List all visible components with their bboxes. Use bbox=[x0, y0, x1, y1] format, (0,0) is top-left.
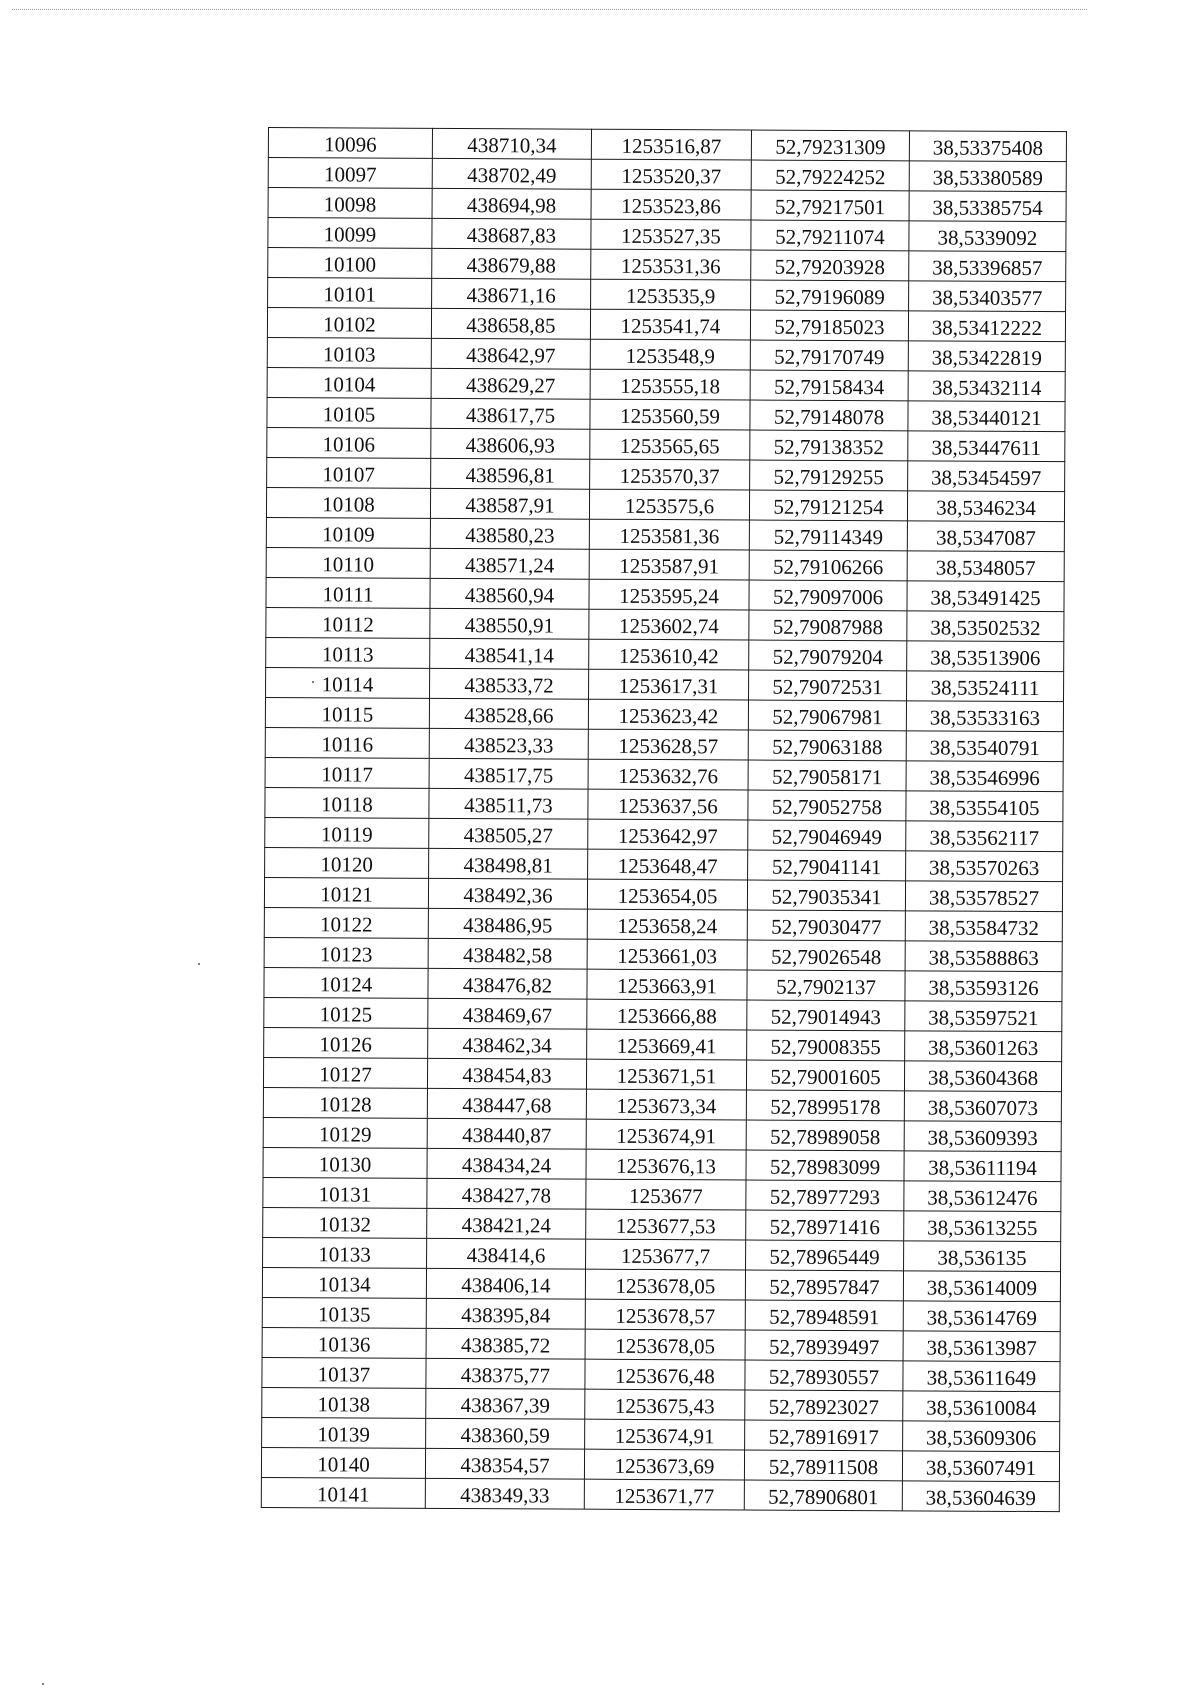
table-row bbox=[265, 787, 1063, 821]
x-coordinate-cell: 438414,6 bbox=[427, 1238, 586, 1269]
point-number-cell: 10118 bbox=[265, 787, 429, 818]
y-coordinate-cell: 1253623,42 bbox=[588, 699, 748, 730]
point-number-cell: 10103 bbox=[267, 337, 431, 368]
y-coordinate-cell: 1253632,76 bbox=[588, 759, 748, 790]
longitude-cell: 38,5346234 bbox=[907, 491, 1064, 522]
table-row bbox=[265, 757, 1063, 791]
latitude-cell: 52,79185023 bbox=[750, 310, 908, 341]
table-row bbox=[267, 397, 1065, 431]
y-coordinate-cell: 1253516,87 bbox=[591, 129, 751, 160]
longitude-cell: 38,53513906 bbox=[907, 641, 1064, 672]
point-number-cell: 10127 bbox=[263, 1057, 427, 1088]
y-coordinate-cell: 1253570,37 bbox=[590, 459, 750, 490]
x-coordinate-cell: 438596,81 bbox=[431, 458, 590, 489]
latitude-cell: 52,79114349 bbox=[749, 520, 907, 551]
longitude-cell: 38,53578527 bbox=[905, 881, 1062, 912]
latitude-cell: 52,79106266 bbox=[749, 550, 907, 581]
table-row bbox=[268, 188, 1066, 222]
point-number-cell: 10126 bbox=[264, 1027, 428, 1058]
x-coordinate-cell: 438571,24 bbox=[430, 548, 589, 579]
table-row bbox=[264, 937, 1062, 971]
table-row bbox=[268, 218, 1066, 252]
latitude-cell: 52,79217501 bbox=[751, 190, 909, 221]
longitude-cell: 38,5347087 bbox=[907, 521, 1064, 552]
longitude-cell: 38,53610084 bbox=[903, 1391, 1060, 1422]
x-coordinate-cell: 438385,72 bbox=[426, 1328, 585, 1359]
table-row bbox=[261, 1447, 1059, 1481]
longitude-cell: 38,53396857 bbox=[909, 251, 1066, 282]
y-coordinate-cell: 1253674,91 bbox=[585, 1419, 745, 1450]
table-row bbox=[262, 1357, 1060, 1391]
point-number-cell: 10124 bbox=[264, 967, 428, 998]
point-number-cell: 10105 bbox=[267, 397, 431, 428]
y-coordinate-cell: 1253602,74 bbox=[589, 609, 749, 640]
x-coordinate-cell: 438587,91 bbox=[430, 488, 589, 519]
latitude-cell: 52,79058171 bbox=[748, 760, 906, 791]
x-coordinate-cell: 438395,84 bbox=[426, 1298, 585, 1329]
table-row bbox=[266, 637, 1064, 671]
latitude-cell: 52,79231309 bbox=[751, 130, 909, 161]
y-coordinate-cell: 1253673,34 bbox=[586, 1089, 746, 1120]
x-coordinate-cell: 438710,34 bbox=[432, 128, 591, 159]
x-coordinate-cell: 438560,94 bbox=[430, 578, 589, 609]
latitude-cell: 52,78977293 bbox=[746, 1180, 904, 1211]
latitude-cell: 52,78965449 bbox=[746, 1240, 904, 1271]
point-number-cell: 10109 bbox=[266, 517, 430, 548]
longitude-cell: 38,53611649 bbox=[903, 1361, 1060, 1392]
point-number-cell: 10135 bbox=[262, 1297, 426, 1328]
point-number-cell: 10111 bbox=[266, 577, 430, 608]
x-coordinate-cell: 438498,81 bbox=[429, 848, 588, 879]
latitude-cell: 52,79121254 bbox=[749, 490, 907, 521]
longitude-cell: 38,53440121 bbox=[908, 401, 1065, 432]
x-coordinate-cell: 438580,23 bbox=[430, 518, 589, 549]
longitude-cell: 38,53607491 bbox=[902, 1451, 1059, 1482]
point-number-cell: 10121 bbox=[264, 877, 428, 908]
x-coordinate-cell: 438349,33 bbox=[425, 1478, 584, 1509]
point-number-cell: 10130 bbox=[263, 1147, 427, 1178]
point-number-cell: 10136 bbox=[262, 1327, 426, 1358]
latitude-cell: 52,79052758 bbox=[748, 790, 906, 821]
longitude-cell: 38,53432114 bbox=[908, 371, 1065, 402]
point-number-cell: 10116 bbox=[265, 727, 429, 758]
y-coordinate-cell: 1253575,6 bbox=[589, 489, 749, 520]
point-number-cell: 10117 bbox=[265, 757, 429, 788]
table-row bbox=[266, 577, 1064, 611]
y-coordinate-cell: 1253527,35 bbox=[591, 219, 751, 250]
x-coordinate-cell: 438511,73 bbox=[429, 788, 588, 819]
x-coordinate-cell: 438629,27 bbox=[431, 368, 590, 399]
scan-speck bbox=[198, 963, 200, 965]
scan-edge-line bbox=[12, 9, 1087, 10]
latitude-cell: 52,79203928 bbox=[751, 250, 909, 281]
point-number-cell: 10131 bbox=[263, 1177, 427, 1208]
table-row bbox=[264, 907, 1062, 941]
table-row bbox=[264, 877, 1062, 911]
longitude-cell: 38,53502532 bbox=[907, 611, 1064, 642]
point-number-cell: 10097 bbox=[268, 158, 432, 189]
table-row bbox=[268, 128, 1066, 162]
longitude-cell: 38,536135 bbox=[904, 1241, 1061, 1272]
latitude-cell: 52,78916917 bbox=[745, 1420, 903, 1451]
latitude-cell: 52,79035341 bbox=[747, 880, 905, 911]
latitude-cell: 52,79041141 bbox=[748, 850, 906, 881]
table-row bbox=[265, 727, 1063, 761]
longitude-cell: 38,5339092 bbox=[909, 221, 1066, 252]
y-coordinate-cell: 1253560,59 bbox=[590, 399, 750, 430]
point-number-cell: 10101 bbox=[268, 278, 432, 309]
coordinates-table-body bbox=[261, 128, 1066, 1512]
point-number-cell: 10096 bbox=[268, 128, 432, 159]
longitude-cell: 38,53613255 bbox=[904, 1211, 1061, 1242]
longitude-cell: 38,53614009 bbox=[903, 1271, 1060, 1302]
latitude-cell: 52,78948591 bbox=[745, 1300, 903, 1331]
point-number-cell: 10134 bbox=[262, 1267, 426, 1298]
point-number-cell: 10107 bbox=[267, 457, 431, 488]
table-row bbox=[267, 427, 1065, 461]
point-number-cell: 10110 bbox=[266, 547, 430, 578]
latitude-cell: 52,7902137 bbox=[747, 970, 905, 1001]
y-coordinate-cell: 1253520,37 bbox=[591, 159, 751, 190]
table-row bbox=[262, 1327, 1060, 1361]
x-coordinate-cell: 438517,75 bbox=[429, 758, 588, 789]
longitude-cell: 38,53609306 bbox=[903, 1421, 1060, 1452]
latitude-cell: 52,79046949 bbox=[748, 820, 906, 851]
y-coordinate-cell: 1253610,42 bbox=[589, 639, 749, 670]
longitude-cell: 38,53614769 bbox=[903, 1301, 1060, 1332]
y-coordinate-cell: 1253628,57 bbox=[588, 729, 748, 760]
y-coordinate-cell: 1253669,41 bbox=[587, 1029, 747, 1060]
y-coordinate-cell: 1253642,97 bbox=[588, 819, 748, 850]
longitude-cell: 38,53613987 bbox=[903, 1331, 1060, 1362]
point-number-cell: 10140 bbox=[261, 1447, 425, 1478]
point-number-cell: 10128 bbox=[263, 1087, 427, 1118]
table-row bbox=[268, 278, 1066, 312]
table-row bbox=[264, 967, 1062, 1001]
x-coordinate-cell: 438642,97 bbox=[431, 338, 590, 369]
y-coordinate-cell: 1253677 bbox=[586, 1179, 746, 1210]
longitude-cell: 38,53412222 bbox=[908, 311, 1065, 342]
y-coordinate-cell: 1253677,53 bbox=[586, 1209, 746, 1240]
longitude-cell: 38,53524111 bbox=[907, 671, 1064, 702]
latitude-cell: 52,78989058 bbox=[746, 1120, 904, 1151]
latitude-cell: 52,79087988 bbox=[749, 610, 907, 641]
y-coordinate-cell: 1253663,91 bbox=[587, 969, 747, 1000]
latitude-cell: 52,79026548 bbox=[747, 940, 905, 971]
point-number-cell: 10120 bbox=[265, 847, 429, 878]
table-row bbox=[263, 1087, 1061, 1121]
table-row bbox=[267, 457, 1065, 491]
x-coordinate-cell: 438421,24 bbox=[427, 1208, 586, 1239]
y-coordinate-cell: 1253676,48 bbox=[585, 1359, 745, 1390]
y-coordinate-cell: 1253565,65 bbox=[590, 429, 750, 460]
y-coordinate-cell: 1253531,36 bbox=[591, 249, 751, 280]
table-row bbox=[262, 1417, 1060, 1451]
latitude-cell: 52,79014943 bbox=[747, 1000, 905, 1031]
latitude-cell: 52,78971416 bbox=[746, 1210, 904, 1241]
x-coordinate-cell: 438550,91 bbox=[430, 608, 589, 639]
latitude-cell: 52,79030477 bbox=[747, 910, 905, 941]
y-coordinate-cell: 1253658,24 bbox=[587, 909, 747, 940]
point-number-cell: 10100 bbox=[268, 248, 432, 279]
y-coordinate-cell: 1253666,88 bbox=[587, 999, 747, 1030]
point-number-cell: 10125 bbox=[264, 997, 428, 1028]
point-number-cell: 10141 bbox=[261, 1477, 425, 1508]
longitude-cell: 38,53385754 bbox=[909, 191, 1066, 222]
latitude-cell: 52,78906801 bbox=[744, 1480, 902, 1511]
latitude-cell: 52,79138352 bbox=[750, 430, 908, 461]
latitude-cell: 52,79158434 bbox=[750, 370, 908, 401]
point-number-cell: 10129 bbox=[263, 1117, 427, 1148]
y-coordinate-cell: 1253671,51 bbox=[586, 1059, 746, 1090]
table-row bbox=[263, 1207, 1061, 1241]
point-number-cell: 10119 bbox=[265, 817, 429, 848]
point-number-cell: 10137 bbox=[262, 1357, 426, 1388]
y-coordinate-cell: 1253678,57 bbox=[585, 1299, 745, 1330]
table-row bbox=[266, 667, 1064, 701]
y-coordinate-cell: 1253555,18 bbox=[590, 369, 750, 400]
x-coordinate-cell: 438617,75 bbox=[431, 398, 590, 429]
table-row bbox=[266, 607, 1064, 641]
y-coordinate-cell: 1253617,31 bbox=[589, 669, 749, 700]
x-coordinate-cell: 438354,57 bbox=[425, 1448, 584, 1479]
longitude-cell: 38,53447611 bbox=[908, 431, 1065, 462]
x-coordinate-cell: 438375,77 bbox=[426, 1358, 585, 1389]
x-coordinate-cell: 438427,78 bbox=[427, 1178, 586, 1209]
longitude-cell: 38,53609393 bbox=[904, 1121, 1061, 1152]
y-coordinate-cell: 1253678,05 bbox=[585, 1329, 745, 1360]
latitude-cell: 52,78983099 bbox=[746, 1150, 904, 1181]
x-coordinate-cell: 438658,85 bbox=[431, 308, 590, 339]
latitude-cell: 52,78930557 bbox=[745, 1360, 903, 1391]
x-coordinate-cell: 438492,36 bbox=[428, 878, 587, 909]
x-coordinate-cell: 438440,87 bbox=[427, 1118, 586, 1149]
point-number-cell: 10106 bbox=[267, 427, 431, 458]
longitude-cell: 38,53540791 bbox=[906, 731, 1063, 762]
latitude-cell: 52,79097006 bbox=[749, 580, 907, 611]
point-number-cell: 10108 bbox=[266, 487, 430, 518]
table-row bbox=[263, 1177, 1061, 1211]
latitude-cell: 52,79148078 bbox=[750, 400, 908, 431]
latitude-cell: 52,79001605 bbox=[746, 1060, 904, 1091]
x-coordinate-cell: 438533,72 bbox=[430, 668, 589, 699]
x-coordinate-cell: 438367,39 bbox=[426, 1388, 585, 1419]
y-coordinate-cell: 1253671,77 bbox=[584, 1479, 744, 1510]
longitude-cell: 38,53554105 bbox=[906, 791, 1063, 822]
x-coordinate-cell: 438528,66 bbox=[429, 698, 588, 729]
y-coordinate-cell: 1253637,56 bbox=[588, 789, 748, 820]
y-coordinate-cell: 1253648,47 bbox=[588, 849, 748, 880]
latitude-cell: 52,78957847 bbox=[745, 1270, 903, 1301]
table-row bbox=[263, 1117, 1061, 1151]
latitude-cell: 52,79224252 bbox=[751, 160, 909, 191]
x-coordinate-cell: 438523,33 bbox=[429, 728, 588, 759]
table-row bbox=[264, 1027, 1062, 1061]
table-row bbox=[267, 308, 1065, 342]
latitude-cell: 52,79196089 bbox=[751, 280, 909, 311]
x-coordinate-cell: 438434,24 bbox=[427, 1148, 586, 1179]
x-coordinate-cell: 438406,14 bbox=[426, 1268, 585, 1299]
table-row bbox=[267, 337, 1065, 371]
table-row bbox=[265, 817, 1063, 851]
point-number-cell: 10123 bbox=[264, 937, 428, 968]
x-coordinate-cell: 438454,83 bbox=[427, 1058, 586, 1089]
x-coordinate-cell: 438486,95 bbox=[428, 908, 587, 939]
x-coordinate-cell: 438541,14 bbox=[430, 638, 589, 669]
longitude-cell: 38,53533163 bbox=[906, 701, 1063, 732]
y-coordinate-cell: 1253654,05 bbox=[587, 879, 747, 910]
x-coordinate-cell: 438447,68 bbox=[427, 1088, 586, 1119]
latitude-cell: 52,78995178 bbox=[746, 1090, 904, 1121]
x-coordinate-cell: 438360,59 bbox=[426, 1418, 585, 1449]
longitude-cell: 38,53612476 bbox=[904, 1181, 1061, 1212]
point-number-cell: 10098 bbox=[268, 188, 432, 219]
y-coordinate-cell: 1253674,91 bbox=[586, 1119, 746, 1150]
longitude-cell: 38,53562117 bbox=[906, 821, 1063, 852]
latitude-cell: 52,79067981 bbox=[748, 700, 906, 731]
table-row bbox=[266, 487, 1064, 521]
table-row bbox=[267, 367, 1065, 401]
table-row bbox=[263, 1147, 1061, 1181]
longitude-cell: 38,53611194 bbox=[904, 1151, 1061, 1182]
latitude-cell: 52,79063188 bbox=[748, 730, 906, 761]
x-coordinate-cell: 438482,58 bbox=[428, 938, 587, 969]
table-row bbox=[261, 1477, 1059, 1511]
point-number-cell: 10115 bbox=[265, 697, 429, 728]
longitude-cell: 38,53546996 bbox=[906, 761, 1063, 792]
x-coordinate-cell: 438476,82 bbox=[428, 968, 587, 999]
x-coordinate-cell: 438606,93 bbox=[431, 428, 590, 459]
table-row bbox=[265, 697, 1063, 731]
point-number-cell: 10133 bbox=[263, 1237, 427, 1268]
point-number-cell: 10113 bbox=[266, 637, 430, 668]
y-coordinate-cell: 1253673,69 bbox=[584, 1449, 744, 1480]
y-coordinate-cell: 1253587,91 bbox=[589, 549, 749, 580]
point-number-cell: 10114 bbox=[266, 667, 430, 698]
longitude-cell: 38,53607073 bbox=[904, 1091, 1061, 1122]
longitude-cell: 38,53422819 bbox=[908, 341, 1065, 372]
scan-speck bbox=[42, 1683, 44, 1685]
table-row bbox=[262, 1297, 1060, 1331]
x-coordinate-cell: 438694,98 bbox=[432, 188, 591, 219]
point-number-cell: 10102 bbox=[267, 308, 431, 339]
longitude-cell: 38,53593126 bbox=[905, 971, 1062, 1002]
point-number-cell: 10139 bbox=[262, 1417, 426, 1448]
x-coordinate-cell: 438462,34 bbox=[428, 1028, 587, 1059]
table-row bbox=[264, 997, 1062, 1031]
longitude-cell: 38,53604639 bbox=[902, 1481, 1059, 1512]
longitude-cell: 38,5348057 bbox=[907, 551, 1064, 582]
y-coordinate-cell: 1253676,13 bbox=[586, 1149, 746, 1180]
y-coordinate-cell: 1253541,74 bbox=[590, 309, 750, 340]
longitude-cell: 38,53570263 bbox=[906, 851, 1063, 882]
point-number-cell: 10112 bbox=[266, 607, 430, 638]
table-row bbox=[263, 1057, 1061, 1091]
x-coordinate-cell: 438679,88 bbox=[432, 248, 591, 279]
table-row bbox=[268, 158, 1066, 192]
latitude-cell: 52,79079204 bbox=[749, 640, 907, 671]
latitude-cell: 52,79008355 bbox=[747, 1030, 905, 1061]
y-coordinate-cell: 1253677,7 bbox=[586, 1239, 746, 1270]
y-coordinate-cell: 1253595,24 bbox=[589, 579, 749, 610]
point-number-cell: 10138 bbox=[262, 1387, 426, 1418]
x-coordinate-cell: 438505,27 bbox=[429, 818, 588, 849]
longitude-cell: 38,53375408 bbox=[909, 131, 1066, 162]
longitude-cell: 38,53588863 bbox=[905, 941, 1062, 972]
longitude-cell: 38,53584732 bbox=[905, 911, 1062, 942]
coordinates-table bbox=[261, 127, 1067, 1512]
y-coordinate-cell: 1253548,9 bbox=[590, 339, 750, 370]
longitude-cell: 38,53403577 bbox=[909, 281, 1066, 312]
y-coordinate-cell: 1253678,05 bbox=[585, 1269, 745, 1300]
x-coordinate-cell: 438671,16 bbox=[432, 278, 591, 309]
table-row bbox=[266, 547, 1064, 581]
table-row bbox=[266, 517, 1064, 551]
x-coordinate-cell: 438469,67 bbox=[428, 998, 587, 1029]
longitude-cell: 38,53597521 bbox=[905, 1001, 1062, 1032]
table-row bbox=[262, 1387, 1060, 1421]
table-row bbox=[263, 1237, 1061, 1271]
table-row bbox=[268, 248, 1066, 282]
longitude-cell: 38,53604368 bbox=[904, 1061, 1061, 1092]
latitude-cell: 52,78923027 bbox=[745, 1390, 903, 1421]
longitude-cell: 38,53601263 bbox=[905, 1031, 1062, 1062]
table-row bbox=[262, 1267, 1060, 1301]
point-number-cell: 10104 bbox=[267, 367, 431, 398]
point-number-cell: 10122 bbox=[264, 907, 428, 938]
longitude-cell: 38,53380589 bbox=[909, 161, 1066, 192]
y-coordinate-cell: 1253581,36 bbox=[589, 519, 749, 550]
latitude-cell: 52,78939497 bbox=[745, 1330, 903, 1361]
latitude-cell: 52,79129255 bbox=[750, 460, 908, 491]
y-coordinate-cell: 1253661,03 bbox=[587, 939, 747, 970]
longitude-cell: 38,53454597 bbox=[908, 461, 1065, 492]
x-coordinate-cell: 438702,49 bbox=[432, 158, 591, 189]
y-coordinate-cell: 1253675,43 bbox=[585, 1389, 745, 1420]
y-coordinate-cell: 1253523,86 bbox=[591, 189, 751, 220]
longitude-cell: 38,53491425 bbox=[907, 581, 1064, 612]
point-number-cell: 10099 bbox=[268, 218, 432, 249]
table-row bbox=[265, 847, 1063, 881]
latitude-cell: 52,78911508 bbox=[744, 1450, 902, 1481]
point-number-cell: 10132 bbox=[263, 1207, 427, 1238]
latitude-cell: 52,79170749 bbox=[750, 340, 908, 371]
y-coordinate-cell: 1253535,9 bbox=[591, 279, 751, 310]
latitude-cell: 52,79211074 bbox=[751, 220, 909, 251]
x-coordinate-cell: 438687,83 bbox=[432, 218, 591, 249]
latitude-cell: 52,79072531 bbox=[749, 670, 907, 701]
